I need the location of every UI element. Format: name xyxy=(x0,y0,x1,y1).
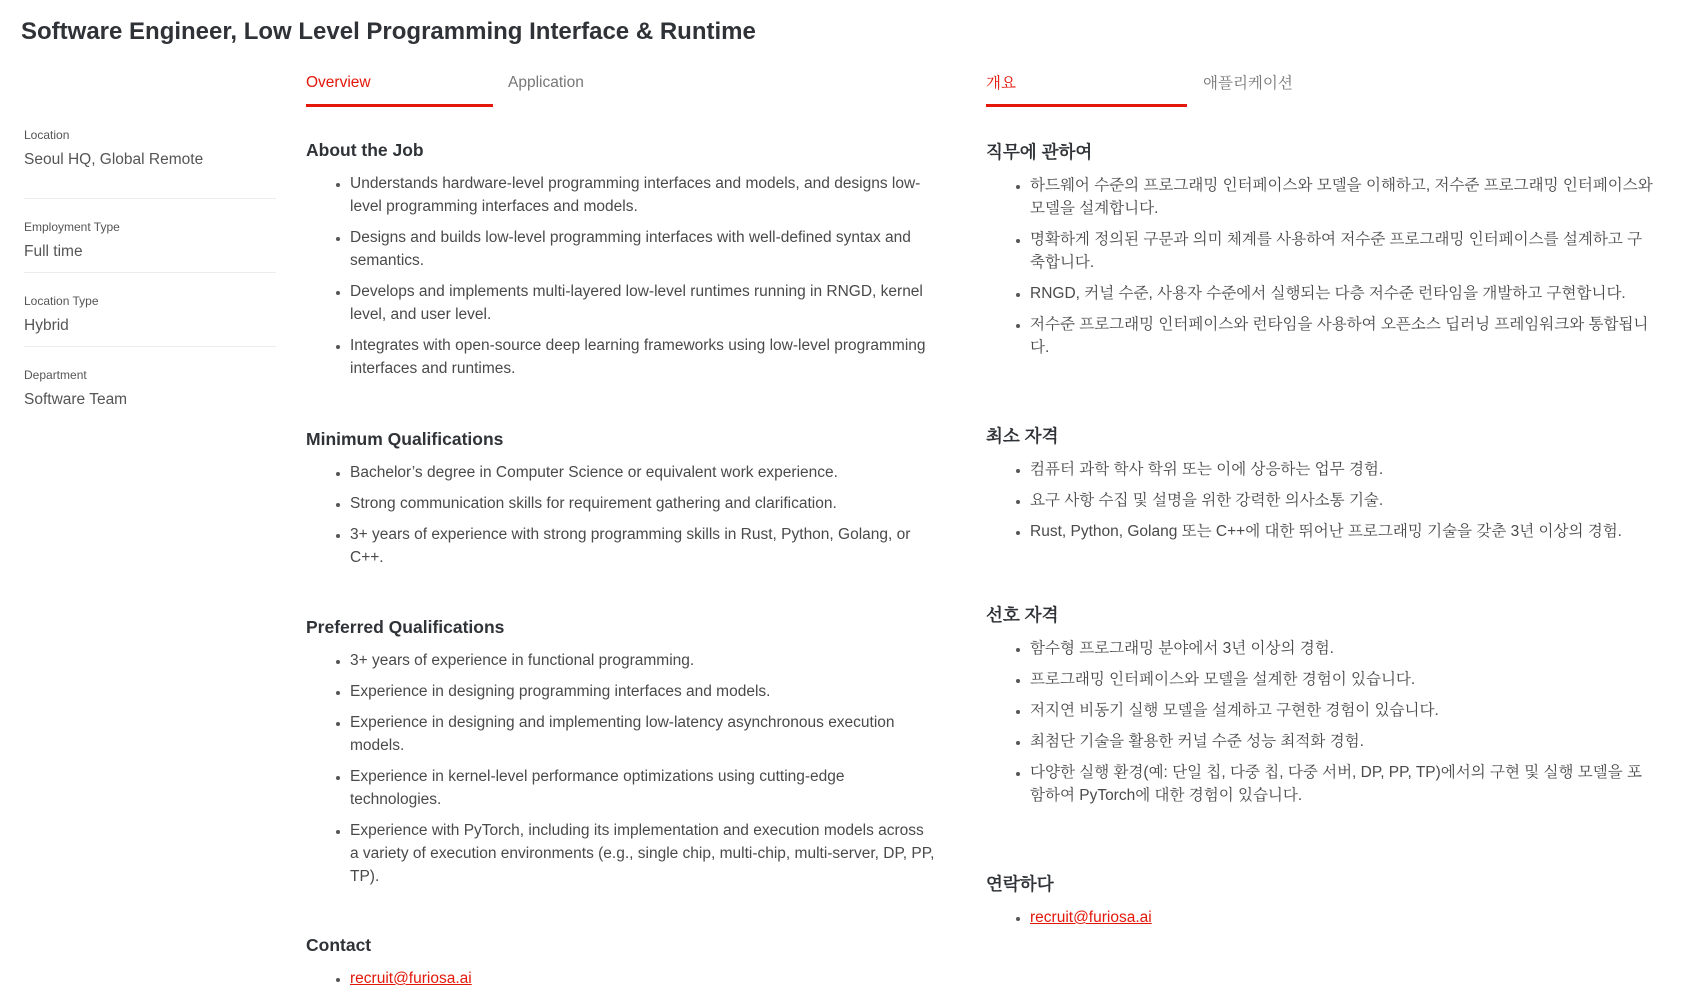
meta-location-type xyxy=(24,273,276,347)
preferred-qualifications-section xyxy=(986,603,1656,815)
contact-section xyxy=(986,872,1656,937)
list-item: • Strong communication skills for requirement gathering and clarification. xyxy=(350,492,936,515)
contact-email-link[interactable]: recruit@furiosa.ai xyxy=(350,970,472,987)
meta-value: Full time xyxy=(24,243,83,260)
list-item: • 함수형 프로그래밍 분야에서 3년 이상의 경험. xyxy=(1030,637,1656,660)
list-item: • 요구 사항 수집 및 설명을 위한 강력한 의사소통 기술. xyxy=(1030,489,1656,512)
job-meta-sidebar xyxy=(24,125,276,421)
tab-application[interactable]: Application xyxy=(508,74,584,91)
list-item xyxy=(1030,906,1656,929)
list-item: • Understands hardware-level programming interfaces and models, and designs low-level programming interfaces and models. xyxy=(350,172,936,218)
section-heading: About the Job xyxy=(306,140,424,160)
list-item: • 3+ years of experience with strong programming skills in Rust, Python, Golang, or C++. xyxy=(350,523,936,569)
section-heading: 선호 자격 xyxy=(986,605,1059,625)
list-item: • 컴퓨터 과학 학사 학위 또는 이에 상응하는 업무 경험. xyxy=(1030,458,1656,481)
meta-label: Employment Type xyxy=(24,220,120,234)
about-the-job-section xyxy=(306,138,936,388)
bullet-list xyxy=(306,649,936,888)
korean-column xyxy=(986,66,1656,926)
section-heading: Contact xyxy=(306,935,372,955)
meta-value: Seoul HQ, Global Remote xyxy=(24,151,204,168)
section-heading: 연락하다 xyxy=(986,874,1054,894)
meta-department xyxy=(24,347,276,421)
meta-location xyxy=(24,125,276,199)
meta-value: Hybrid xyxy=(24,317,69,334)
meta-employment-type xyxy=(24,199,276,273)
list-item: • Experience in designing and implementing low-latency asynchronous execution models. xyxy=(350,711,936,757)
list-item: • 저지연 비동기 실행 모델을 설계하고 구현한 경험이 있습니다. xyxy=(1030,699,1656,722)
list-item: • 다양한 실행 환경(예: 단일 칩, 다중 칩, 다중 서버, DP, PP, TP)에서의 구현 및 실행 모델을 포함하여 PyTorch에 대한 경험이 있습니다. xyxy=(1030,761,1656,807)
list-item: • Integrates with open-source deep learning frameworks using low-level programming interfaces and runtimes. xyxy=(350,334,936,380)
bullet-list xyxy=(986,637,1656,807)
list-item: • Bachelor’s degree in Computer Science or equivalent work experience. xyxy=(350,461,936,484)
meta-label: Department xyxy=(24,368,87,382)
section-heading: 최소 자격 xyxy=(986,426,1059,446)
tab-overview-ko[interactable]: 개요 xyxy=(986,75,1016,92)
list-item: • 최첨단 기술을 활용한 커널 수준 성능 최적화 경험. xyxy=(1030,730,1656,753)
list-item: • 명확하게 정의된 구문과 의미 체계를 사용하여 저수준 프로그래밍 인터페이스를 설계하고 구축합니다. xyxy=(1030,228,1656,274)
about-the-job-section xyxy=(986,140,1656,367)
active-tab-indicator xyxy=(306,104,493,107)
minimum-qualifications-section xyxy=(306,427,936,577)
tab-overview[interactable]: Overview xyxy=(306,74,371,91)
tab-bar xyxy=(986,66,1656,107)
meta-value: Software Team xyxy=(24,391,128,408)
tab-application-ko[interactable]: 애플리케이션 xyxy=(1203,75,1293,92)
page-title: Software Engineer, Low Level Programming Interface & Runtime xyxy=(21,18,756,45)
contact-section xyxy=(306,933,936,998)
bullet-list xyxy=(306,461,936,569)
list-item: • Rust, Python, Golang 또는 C++에 대한 뛰어난 프로그래밍 기술을 갖춘 3년 이상의 경험. xyxy=(1030,520,1656,543)
list-item: • RNGD, 커널 수준, 사용자 수준에서 실행되는 다층 저수준 런타임을 개발하고 구현합니다. xyxy=(1030,282,1656,305)
list-item: • Develops and implements multi-layered low-level runtimes running in RNGD, kernel level, and user level. xyxy=(350,280,936,326)
active-tab-indicator xyxy=(986,104,1187,107)
tab-bar xyxy=(306,66,936,107)
list-item xyxy=(350,967,936,990)
list-item: • Experience in kernel-level performance optimizations using cutting-edge technologies. xyxy=(350,765,936,811)
list-item: • 저수준 프로그래밍 인터페이스와 런타임을 사용하여 오픈소스 딥러닝 프레임워크와 통합됩니다. xyxy=(1030,313,1656,359)
preferred-qualifications-section xyxy=(306,615,936,896)
english-column xyxy=(306,66,936,987)
meta-label: Location Type xyxy=(24,294,99,308)
bullet-list xyxy=(306,172,936,380)
list-item: • Experience in designing programming interfaces and models. xyxy=(350,680,936,703)
section-heading: Minimum Qualifications xyxy=(306,429,504,449)
list-item: • 하드웨어 수준의 프로그래밍 인터페이스와 모델을 이해하고, 저수준 프로그래밍 인터페이스와 모델을 설계합니다. xyxy=(1030,174,1656,220)
section-heading: Preferred Qualifications xyxy=(306,617,505,637)
list-item: • Experience with PyTorch, including its implementation and execution models across a variety of execution environments (e.g., single chip, multi-chip, multi-server, DP, PP, TP). xyxy=(350,819,936,888)
section-heading: 직무에 관하여 xyxy=(986,142,1093,162)
bullet-list xyxy=(986,906,1656,929)
list-item: • 프로그래밍 인터페이스와 모델을 설계한 경험이 있습니다. xyxy=(1030,668,1656,691)
bullet-list xyxy=(986,174,1656,359)
meta-label: Location xyxy=(24,128,70,142)
bullet-list xyxy=(986,458,1656,543)
contact-email-link[interactable]: recruit@furiosa.ai xyxy=(1030,909,1152,926)
list-item: • 3+ years of experience in functional programming. xyxy=(350,649,936,672)
bullet-list xyxy=(306,967,936,990)
list-item: • Designs and builds low-level programming interfaces with well-defined syntax and semantics. xyxy=(350,226,936,272)
minimum-qualifications-section xyxy=(986,424,1656,551)
